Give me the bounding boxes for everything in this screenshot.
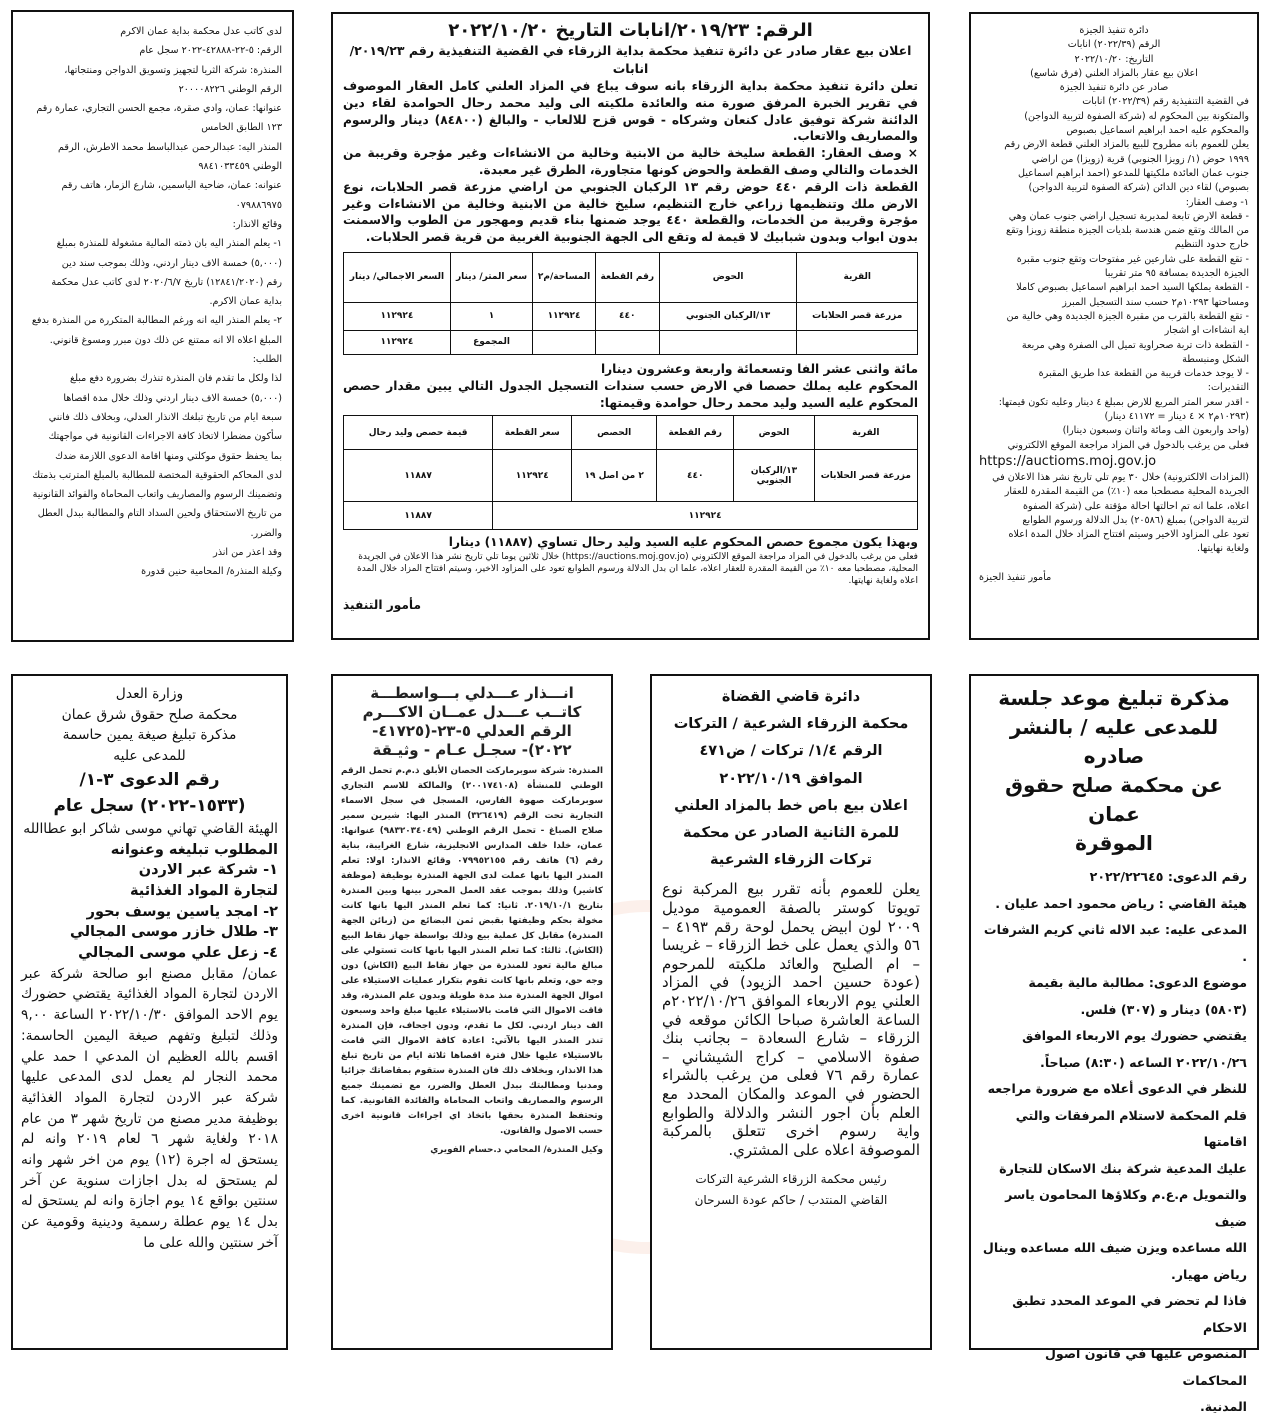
table-cell: ١٣/الركبان الجنوبي bbox=[659, 302, 797, 330]
text-line: ٠٧٩٨٨٦٩٧٥ bbox=[235, 199, 282, 211]
table-cell: ١١٢٩٢٤ bbox=[533, 302, 596, 330]
defendant-line: ٤- زعل علي موسى المجالي bbox=[78, 945, 278, 962]
header-line: محكمة صلح حقوق شرق عمان bbox=[61, 706, 238, 723]
table-header: قيمة حصص وليد رحال bbox=[344, 416, 493, 450]
text-line: (المزادات الالكترونية) خلال ٣٠ يوم تلي تاريخ نشر هذا الاعلان في bbox=[992, 471, 1249, 483]
table-header: القرية bbox=[797, 252, 918, 302]
table-header: سعر المتر/ دينار bbox=[450, 252, 532, 302]
shares-table bbox=[343, 415, 918, 530]
signature-line: رئيس محكمة الزرقاء الشرعية التركات bbox=[695, 1172, 887, 1187]
text-line: اعلاه، علما انه تم احالتها احالة مؤقتة على (شركة الصفوة bbox=[1022, 500, 1249, 512]
notice-number-date: الرقم: ٢٠١٩/٢٣/انابات التاريخ ٢٠٢٢/١٠/٢٠ bbox=[448, 20, 813, 41]
text-line: - تقع القطعة على شارعين غير مفتوحات وتقع جنوب مقبرة bbox=[1016, 253, 1249, 265]
total-value: ١١٢٩٢٤ bbox=[493, 502, 918, 530]
text-line: موضوع الدعوى: مطالبة مالية بقيمة bbox=[1028, 975, 1247, 990]
table-cell: ٢ من اصل ١٩ bbox=[572, 450, 657, 502]
paragraph: المحكوم عليه يملك حصصا في الارض حسب سندات التسجيل الجدول التالي يبين مقدار حصص المحكوم عليه السيد وليد محمد رحال حوامدة وقيمتها: bbox=[343, 378, 918, 410]
text-line: لدى المحاكم الحقوقية المختصة للمطالبة بالمبلغ المترتب بذمتك bbox=[32, 469, 282, 481]
land-price-table bbox=[343, 252, 918, 355]
signature: مأمور التنفيذ bbox=[343, 598, 422, 613]
text-line: اية انشاءات او اشجار bbox=[1164, 325, 1249, 337]
text-line: (٥,٠٠٠) خمسة الاف دينار اردني، وذلك بموجب سند دين bbox=[61, 257, 282, 269]
text-line: رقم (١٢٨٤١/٢٠٢٠) تاريخ ٢٠٢٠/٦/٧ لدى كاتب عدل محكمة bbox=[51, 276, 282, 288]
text-line: المنذر اليه: عبدالرحمن عبدالباسط محمد الاطرش، الرقم bbox=[57, 141, 282, 153]
text-line: جنوب عمان العائدة ملكيتها للمدعو (احمد ابراهيم اسماعيل bbox=[1018, 167, 1249, 179]
table-header: الحصص bbox=[572, 416, 657, 450]
text-line: (١٠٢٩٣م٢ × ٤ دينار = ٤١١٧٢ دينار) bbox=[1104, 411, 1249, 423]
text-line: - القطعة يملكها السيد احمد ابراهيم اسماعيل بصبوص كاملا bbox=[1016, 282, 1249, 294]
text-line: وتضمينك الرسوم والمصاريف واتعاب المحاماة والفوائد القانونية bbox=[32, 489, 282, 501]
text-line: ١- يعلم المنذر اليه بان ذمته المالية مشغولة للمنذرة بمبلغ bbox=[56, 238, 282, 250]
notice-body bbox=[979, 95, 1249, 452]
text-line: الرقم الوطني ٢٠٠٠٠٨٢٢٦ bbox=[178, 83, 282, 95]
notice-body: عمان/ مقابل مصنع ابو صالحة شركة عبر الاردن لتجارة المواد الغذائية يقتضي حضورك يوم الاحد الموافق ٢٠٢٢/١٠/٣٠ الساعة ٩,٠٠ وذلك لتبليغ وتفهم صيغة اليمين الحاسمة: اقسم بالله العظيم ان المدعي ا حمد علي محمد النجار لم يعمل لدى المدعى عليها شركة عبر الاردن لتجارة المواد الغذائية بوظيفة مدير مصنع من تاريخ شهر ٣ من عام ٢٠١٨ ولغاية شهر ٦ لعام ٢٠١٩ وانه لم يستحق له اجرة (١٢) يوم من اخر شهر وانه لم يستحق له بدل اجازات سنوية عن آخر سنتين بواقع ١٤ يوم اجازة وانه لم يستحق له بدل ١٤ يوم عطلة رسمية ودينية وقومية عن آخر سنتين والله على ما bbox=[21, 965, 278, 1251]
table-header: السعر الاجمالي/ دينار bbox=[344, 252, 451, 302]
notice-zarqa-bus-auction bbox=[650, 674, 932, 1350]
text-line: والمتكونة بين المحكوم له (شركة الصفوة لتربية الدواجن) bbox=[1024, 110, 1249, 122]
text-line: التقديرات: bbox=[1207, 382, 1249, 394]
text-line: الجريدة المحلية مصطحبا معه (١٠٪) من القيمة المقدرة للعقار bbox=[1004, 486, 1249, 498]
header-line: عن محكمة صلح حقوق عمان bbox=[1005, 773, 1223, 826]
text-line: - تقع القطعة بالقرب من مقبرة الجيزة الجديدة وهي خالية من bbox=[1006, 310, 1249, 322]
text-line: ٢٠٢٢/١٠/٢٦ الساعه (٨:٣٠) صباحاً. bbox=[1040, 1054, 1247, 1070]
text-line: بداية عمان الاكرم. bbox=[209, 296, 282, 308]
text-line: - لا يوجد خدمات قريبة من القطعة عدا طريق المقبرة bbox=[1038, 368, 1249, 380]
table-cell: مزرعة قصر الحلابات bbox=[797, 302, 918, 330]
header-line: الرقم ١/٤/ تركات / ض٤٧١ bbox=[699, 743, 883, 760]
header-line: التاريخ: ٢٠٢٢/١٠/٢٠ bbox=[1074, 53, 1154, 65]
notice-hearing-amman bbox=[969, 674, 1259, 1414]
text-line: عليك المدعية شركة بنك الاسكان للتجارة bbox=[999, 1160, 1247, 1176]
text-line: وقائع الانذار: bbox=[232, 218, 282, 230]
amount-in-words: مائة واثنى عشر الفا وتسعمائة واربعة وعشرون دينارا bbox=[600, 361, 918, 376]
text-line: الوطني ٩٨٤١٠٣٣٤٥٩ bbox=[198, 161, 282, 173]
notice-legal-warning-thuraya bbox=[11, 10, 294, 642]
table-cell: ٤٤٠ bbox=[657, 450, 734, 502]
defendants-list bbox=[21, 840, 278, 964]
header-line: كاتــب عـــدل عمــان الاكـــرم bbox=[362, 703, 582, 721]
text-line: ١٩٩٩ حوض (١/ زويزا الجنوبي) قرية (زويزا) من اراضي bbox=[1031, 153, 1249, 165]
signature bbox=[662, 1169, 920, 1211]
text-line: والمحكوم عليه احمد ابراهيم اسماعيل بصبوص bbox=[1066, 125, 1249, 137]
text-line: بصبوص) لقاء دين الدائن (شركة الصفوة لتربية الدواجن) bbox=[1028, 182, 1249, 194]
text-line: المبلغ اعلاه الا انه ممتنع عن ذلك دون مبرر ومسوغ قانوني. bbox=[49, 334, 282, 346]
text-line: سبعة ايام من تاريخ تبلغك الانذار العدلي، وبخلاف ذلك فانني bbox=[48, 411, 282, 423]
text-line: الشكل ومنبسطة bbox=[1182, 353, 1249, 365]
text-line: للنظر في الدعوى أعلاه مع ضرورة مراجعه bbox=[987, 1081, 1247, 1096]
text-line: ومساحتها ١٠٢٩٣م٢ حسب سند التسجيل المبرز bbox=[1062, 296, 1249, 308]
text-line: (٥٨٠٣) دينار و (٣٠٧) فلس. bbox=[1080, 1001, 1247, 1017]
text-line: هيئة القاضي : رياض محمود احمد عليان . bbox=[995, 895, 1247, 911]
text-line: من تاريخ الاستحقاق ولحين السداد التام والمطالبة ببدل العطل bbox=[37, 508, 282, 520]
notice-oath-east-amman bbox=[11, 674, 288, 1350]
table-header: الحوض bbox=[734, 416, 814, 450]
text-line: المنصوص عليها في قانون اصول المحاكمات bbox=[1045, 1346, 1247, 1388]
text-line: الرقم: ٥-٢٢-٤٢٨٨٨-٢٠٢٢ سجل عام bbox=[139, 45, 282, 57]
text-line: رقم الدعوى: ٢٠٢٢/٢٢٦٤٥ bbox=[1089, 869, 1247, 884]
table-header: رقم القطعة bbox=[595, 252, 659, 302]
signature: وكيل المنذرة/ المحامي د.حسام الفويري bbox=[430, 1145, 603, 1155]
text-line: من المالك وتقع ضمن هندسة بلديات الجيزة منطقة زويزا وتقع bbox=[1006, 225, 1249, 237]
text-line: تعود على المزاود الاخير وسيتم افتتاح المزاد خلال المدة اعلاه bbox=[1008, 529, 1249, 541]
table-cell: ١١٢٩٢٤ bbox=[493, 450, 572, 502]
auction-note: فعلى من يرغب بالدخول في المزاد مراجعة الموقع الالكتروني (https://auctions.moj.gov.jo) خلال ثلاثين يوما تلي تاريخ نشر هذا الاعلان في الجريدة المحلية، مصطحبا معه ١٠٪ من القيمة المقدرة للعقار اعلاه، علما ان بدل الدلالة ورسوم الطوابع تعود على المزاود الاخير، وسيتم افتتاح المزاد خلال المدة اعلاه ولغاية نهايتها. bbox=[357, 552, 918, 587]
text-line: عنوانه: عمان، ضاحية الياسمين، شارع الزمار، هاتف رقم bbox=[61, 180, 282, 192]
text-line: وكيلة المنذرة/ المحامية حنين قدورة bbox=[141, 566, 282, 578]
text-line: فعلى من يرغب بالدخول في المزاد مراجعة الموقع الالكتروني bbox=[1007, 439, 1249, 451]
header-line: محكمة الزرقاء الشرعية / التركات bbox=[673, 716, 909, 733]
text-line: والضرر. bbox=[250, 527, 282, 539]
header-line: وزارة العدل bbox=[115, 686, 184, 702]
total-value: ١١٨٨٧ bbox=[344, 502, 493, 530]
table-cell: ١١٨٨٧ bbox=[344, 450, 493, 502]
header-line: الرقم العدلي ٥-٢٣-(٤١٧٢٥- bbox=[372, 722, 572, 740]
total-value: ١١٢٩٢٤ bbox=[344, 330, 451, 354]
text-line: بما يحفظ حقوق موكلتي ومنها اقامة الدعوى اللازمة ضدك bbox=[55, 450, 282, 462]
text-line: رياض مهيار. bbox=[1170, 1266, 1247, 1282]
table-cell: ١٣/الركبان الجنوبي bbox=[734, 450, 814, 502]
notice-header bbox=[21, 684, 278, 767]
case-number: رقم الدعوى ٣-١/ bbox=[79, 769, 220, 790]
notice-body bbox=[979, 471, 1249, 557]
table-header: القرية bbox=[814, 416, 917, 450]
header-line: للمدعى عليه / بالنشر صادره bbox=[1009, 715, 1219, 768]
text-line: الطلب: bbox=[252, 354, 282, 366]
text-line: قلم المحكمة لاستلام المرفقات والتي اقامتها bbox=[1015, 1107, 1247, 1149]
header-line: مذكرة تبليغ صيغة يمين حاسمة bbox=[62, 727, 237, 744]
text-line: والتمويل م.ع.م وكلاؤها المحامون ياسر ضيف bbox=[1005, 1187, 1247, 1229]
paragraph: تعلن دائرة تنفيذ محكمة بداية الزرقاء بانه سوف يباع في المزاد العلني كامل العقار الموصوف في تقرير الخبرة المرفق صورة منه والعائدة ملكيته الى وليد محمد رحال الحوامدة لقاء دين الدائنة شركة توفيق عادل كنعان وشركاه - قوس قزح للالعاب - والبالغ (٨٤٨٠٠) دينار والرسوم والمصاريف والاتعاب. bbox=[343, 79, 918, 144]
text-line: - اقدر سعر المتر المربع للارض بمبلغ ٤ دينار وعليه تكون قيمتها: bbox=[998, 396, 1249, 408]
header-line: دائرة قاضي القضاة bbox=[721, 689, 861, 705]
judge-panel: الهيئة القاضي تهاني موسى شاكر ابو عطاالله bbox=[23, 820, 278, 837]
text-line: ١٢٣ الطابق الخامس bbox=[201, 122, 282, 134]
notice-body bbox=[23, 22, 282, 582]
signature-line: القاضي المنتدب / حاكم عودة السرحان bbox=[694, 1193, 888, 1208]
notice-header bbox=[979, 24, 1249, 95]
defendant-line: ١- شركة عبر الاردن bbox=[138, 862, 278, 879]
header-line: الموافق ٢٠٢٢/١٠/١٩ bbox=[719, 770, 863, 787]
header-line: انـــذار عـــدلي بـــواسطـــة bbox=[370, 684, 574, 702]
table-row bbox=[344, 450, 918, 502]
defendant-line: ٣- طلال خازر موسى المجالي bbox=[69, 924, 278, 941]
defendant-line: ٢- امجد ياسين يوسف بحور bbox=[86, 903, 278, 920]
notice-body: يعلن للعموم بأنه تقرر بيع المركبة نوع تويوتا كوستر بالصفة العمومية موديل ٢٠٠٩ لون ابيض يحمل لوحة رقم ٤١٩٣ – ٥٦ والذي يعمل على خط الزرقاء – غريسا – ام الصليح والعائد ملكيته للمرحوم (عودة حسين احمد الزيود) في المزاد العلني يوم الاربعاء الموافق ٢٠٢٢/١٠/٢٦م الساعة العاشرة صباحا الكائن موقعه في الزرقاء – شارع السعادة – بجانب بنك صفوة الاسلامي – كراج الشيشاني – عمارة رقم ٧٦ فعلى من يرغب بالشراء الحضور في الموعد والمكان المحدد مع العلم بأن اجور النشر والدلالة والطوابع واية رسوم اخرى تتعلق بالمركبة الموصوفة اعلاه على المشتري. bbox=[662, 880, 920, 1159]
text-line: فاذا لم تحضر في الموعد المحدد تطبق الاحكام bbox=[1012, 1293, 1247, 1335]
header-line: اعلان بيع عقار بالمزاد العلني (فرق شاسع) bbox=[1030, 67, 1198, 79]
defendant-line: المطلوب تبليغه وعنوانه bbox=[110, 841, 278, 858]
table-header: الحوض bbox=[659, 252, 797, 302]
text-line: (واحد واربعون الف ومائة واثنان وسبعون دينارا) bbox=[1062, 425, 1249, 437]
text-line: الله مساعده ويزن ضيف الله مساعده وينال bbox=[982, 1240, 1247, 1255]
header-line: للمرة الثانية الصادر عن محكمة bbox=[682, 825, 900, 842]
text-line: يقتضي حضورك يوم الاربعاء الموافق bbox=[1022, 1028, 1247, 1043]
table-header: رقم القطعة bbox=[657, 416, 734, 450]
text-line: ولغاية نهايتها. bbox=[1197, 543, 1249, 555]
table-row bbox=[344, 302, 918, 330]
header-line: اعلان بيع باص خط بالمزاد العلني bbox=[674, 797, 908, 814]
notice-header bbox=[662, 684, 920, 874]
notice-zarqa-property-sale bbox=[331, 12, 930, 640]
defendant-line: لتجارة المواد الغذائية bbox=[129, 882, 278, 899]
table-header: سعر القطعة bbox=[493, 416, 572, 450]
total-label: المجموع bbox=[450, 330, 532, 354]
paragraph: القطعة ذات الرقم ٤٤٠ حوض رقم ١٣ الركبان الجنوبي من اراضي مزرعة قصر الحلابات، نوع الارض ملك وتنظيمها زراعي خارج التنظيم، سليخ خالية من الابنية وخالية من الانشاءات وغير مؤجرة وقريبة من الخدمات، والقطعة ٤٤٠ يوجد ضمنها بناء قديم ومهجور من الطوب والاسمنت بدون ابواب وبدون شبابيك لا قيمة له وتقع الى الجهة الجنوبية الغربية من قرية قصر الحلابات. bbox=[343, 179, 918, 245]
text-line: خارج حدود التنظيم bbox=[1174, 239, 1249, 251]
header-line: ٢٠٢٢)- سجـل عـام - وثيـقة bbox=[372, 741, 572, 759]
case-year: (١٥٣٣-٢٠٢٢) سجل عام bbox=[53, 795, 246, 816]
header-line: تركات الزرقاء الشرعية bbox=[710, 852, 872, 869]
header-line: الموقرة bbox=[1075, 831, 1153, 855]
text-line: لدى كاتب عدل محكمة بداية عمان الاكرم bbox=[120, 26, 282, 37]
table-cell: ١١٢٩٢٤ bbox=[344, 302, 451, 330]
notice-header bbox=[341, 684, 603, 760]
table-header: المساحة/م٢ bbox=[533, 252, 596, 302]
table-cell: ١ bbox=[450, 302, 532, 330]
notice-header bbox=[981, 684, 1247, 858]
text-line: المنذرة: شركة الثريا لتجهيز وتسويق الدواجن ومنتجاتها، bbox=[64, 64, 282, 76]
text-line: يعلن للعموم بانه مطروح للبيع بالمزاد العلني قطعة الارض رقم bbox=[1004, 139, 1249, 151]
paragraph: وبهذا يكون مجموع حصص المحكوم عليه السيد وليد رحال تساوي (١١٨٨٧) دينارا bbox=[448, 535, 918, 550]
auction-url: https://auctioms.moj.gov.jo bbox=[979, 453, 1157, 469]
notice-body bbox=[981, 864, 1247, 1421]
header-line: دائرة تنفيذ الجيزة bbox=[1079, 25, 1149, 36]
text-line: المدعى عليه: عبد الاله ثاني كريم الشرفات . bbox=[983, 922, 1247, 964]
text-line: - القطعة ذات تربة صحراوية تميل الى الصفرة وهي مربعة bbox=[1021, 339, 1249, 351]
table-cell: مزرعة قصر الحلابات bbox=[814, 450, 917, 502]
notice-body: المنذرة: شركة سوبرماركت الحصان الأبلق ذ.م.م تحمل الرقم الوطني للمنشأة (٢٠٠١٧٤١٠٨) والمالكة للاسم التجاري سوبرماركت صهوة الفارس، المسجل في سجل الاسماء التجارية تحت الرقم (٣٢٦٤١٩) المنذر اليها: شيرين سمير صلاح الصباغ - تحمل الرقم الوطني (٩٨٣٢٠٣٤٠٤٩) عنوانها: عمان، خلدا خلف المدارس الانجليزية، شارع الغرايبة، بناية رقم (٦) هاتف رقم ٠٧٩٩٥٢١٥٥ وقائع الانذار: اولا: تعلم المنذر اليها بانها عملت لدى الجهة المنذرة بوظيفة (موظفة كاشير) وذلك بموجب عقد العمل المحرر بينها وبين المنذرة بتاريخ ٢٠١٩/١٠/١. ثانيا: كما تعلم المنذر اليها بانها كانت مخولة بحكم وظيفتها بقبض ثمن البضائع من (زبائن الجهة المنذرة) مقابل كل عملية بيع وذلك بواسطة جهاز نقاط البيع (الكاش). ثالثا: كما تعلم المنذر اليها بانها كانت تستولي على مبالغ مالية تعود للمنذرة من جهاز نقاط البيع (الكاش) دون وجه حق، وتعلم بانها كانت تقوم بتكرار عمليات الاستيلاء على اموال الجهة المنذرة منذ مدة طويلة وبدون علم المنذرة، وقد فاقت الاموال التي قامت بالاستيلاء عليها مبلغ واحد وسبعون الف دينار اردني. لكل ما تقدم، ودون اجحاف، فإن المنذرة تنذر المنذر اليها بالآتي: اعادة كافة الاموال التي قامت بالاستيلاء عليها خلال فترة اقصاها ثلاثة ايام من تاريخ تبلغ هذا الانذار، وبخلاف ذلك فان المنذرة ستقوم بمقاضاتك جزائيا ومدنيا ومطالبتك ببدل العطل والضرر، مع تضمينك جميع الرسوم والمصاريف واتعاب المحاماة والفائدة القانونية. كما وتحتفظ المنذرة بحقها باتخاذ اي اجراءات قانونية اخرى حسب الاصول والقانون. bbox=[341, 766, 604, 1136]
text-line: - قطعة الارض تابعة لمديرية تسجيل اراضي جنوب عمان وهي bbox=[1008, 210, 1249, 222]
text-line: ٢- يعلم المنذر اليه انه ورغم المطالبة المتكررة من المنذرة بدفع bbox=[31, 315, 282, 327]
table-cell: ٤٤٠ bbox=[595, 302, 659, 330]
notice-jiza-land-sale bbox=[969, 12, 1259, 640]
notice-legal-warning-supermarket bbox=[331, 674, 613, 1350]
header-line: صادر عن دائرة تنفيذ الجيزة bbox=[1059, 82, 1169, 94]
text-line: ١- وصف العقار: bbox=[1185, 196, 1249, 208]
text-line: (٥,٠٠٠) خمسة الاف دينار اردني وذلك خلال مدة اقصاها bbox=[63, 392, 282, 404]
paragraph: × وصف العقار: القطعة سليخة خالية من الابنية وخالية من الانشاءات وغير مؤجرة وقريبة من الخدمات والتالي وصف القطعة والحوض كونها متجاورة، الطرق غير معبدة. bbox=[343, 146, 918, 177]
text-line: لتربية الدواجن) بمبلغ (٢٠٥٨٦) بدل الدلالة ورسوم الطوابع bbox=[1022, 514, 1249, 526]
text-line: المدنية. bbox=[1199, 1399, 1247, 1414]
text-line: الجيزة الجديدة بمسافة ٩٥ متر تقريبا bbox=[1104, 268, 1249, 280]
notice-subtitle: اعلان بيع عقار صادر عن دائرة تنفيذ محكمة بداية الزرقاء في القضية التنفيذية رقم ٢٠١٩/٢٣/انابات bbox=[349, 43, 912, 76]
header-line: الرقم (٢٠٢٢/٣٩) انابات bbox=[1067, 39, 1161, 51]
table-total-row bbox=[344, 330, 918, 354]
text-line: وقد اعذر من انذر bbox=[213, 547, 282, 559]
text-line: عنوانها: عمان، وادي صقرة، مجمع الحسن التجاري، عمارة رقم bbox=[36, 103, 282, 115]
table-total-row bbox=[344, 502, 918, 530]
signature: مأمور تنفيذ الجيزة bbox=[979, 571, 1052, 583]
text-line: سأكون مضطرا لاتخاذ كافة الاجراءات القانونية في مواجهتك bbox=[48, 431, 282, 443]
text-line: في القضية التنفيذية رقم (٢٠٢٢/٣٩) انابات bbox=[1082, 96, 1249, 108]
header-line: للمدعى عليه bbox=[113, 748, 186, 765]
text-line: لذا ولكل ما تقدم فان المنذرة تنذرك بضرورة دفع مبلغ bbox=[69, 373, 282, 385]
header-line: مذكرة تبليغ موعد جلسة bbox=[998, 686, 1230, 710]
